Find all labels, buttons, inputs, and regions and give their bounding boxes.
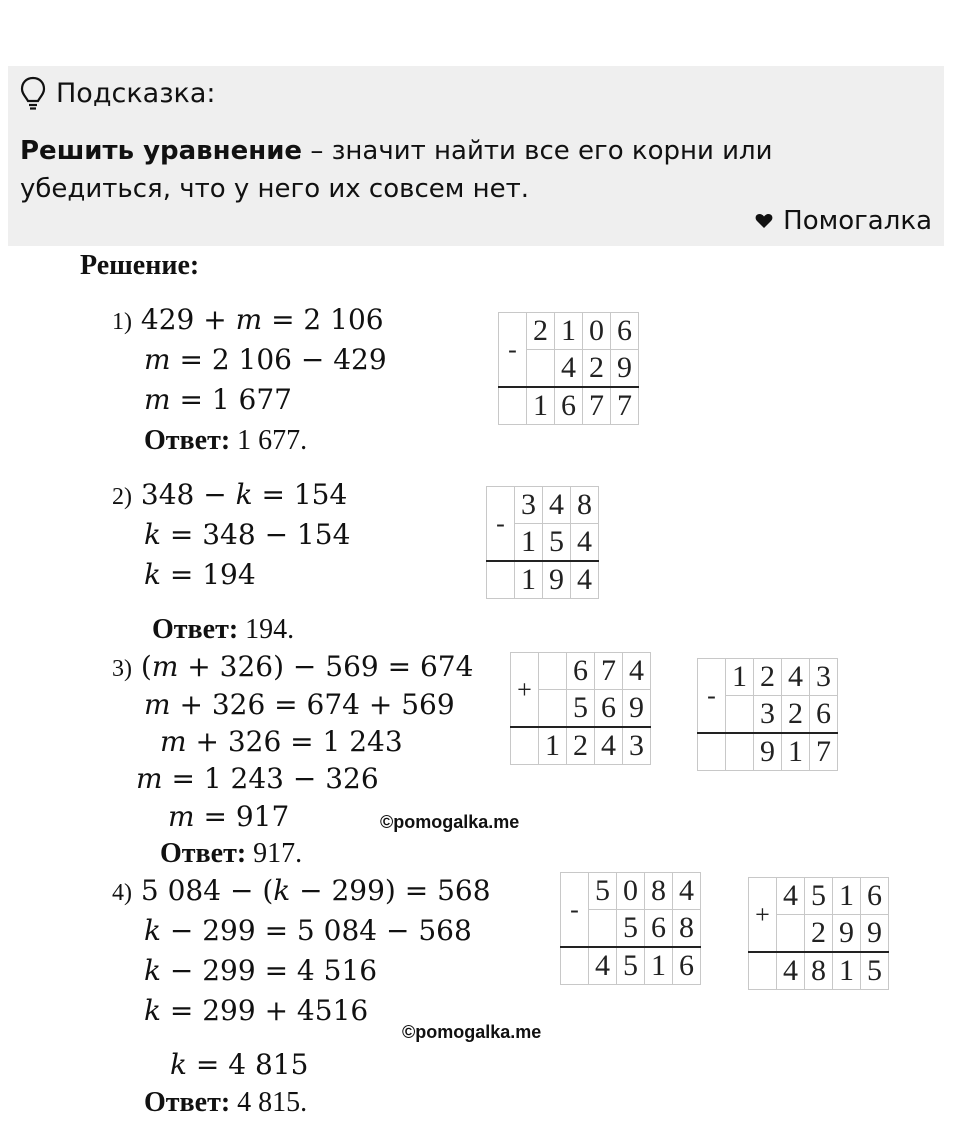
column-calculation [560, 872, 701, 985]
digit-cell: 1 [515, 561, 543, 599]
digit-cell: 6 [673, 947, 701, 985]
digit-cell: 1 [782, 733, 810, 771]
digit-cell [726, 696, 754, 734]
digit-cell: 2 [782, 696, 810, 734]
digit-cell: 2 [527, 313, 555, 350]
digit-cell: 1 [645, 947, 673, 985]
answer-line: Ответ: 917. [160, 838, 303, 869]
operator-sign: - [499, 313, 527, 388]
watermark: ©pomogalka.me [402, 1022, 542, 1042]
digit-cell [487, 561, 515, 599]
task-number: 1) [112, 309, 132, 335]
digit-cell [698, 733, 726, 771]
digit-cell: 7 [611, 387, 639, 425]
digit-cell: 1 [833, 952, 861, 990]
digit-cell: 9 [754, 733, 782, 771]
digit-cell: 8 [645, 873, 673, 910]
equation-line: 𝑘 = 194 [144, 558, 256, 591]
brand-link[interactable] [755, 206, 932, 236]
brand-label: Помогалка [783, 206, 932, 236]
digit-cell: 2 [567, 727, 595, 765]
digit-cell: 0 [583, 313, 611, 350]
digit-cell: 3 [754, 696, 782, 734]
operator-sign: - [698, 659, 726, 734]
operator-sign: + [749, 878, 777, 953]
digit-cell: 6 [611, 313, 639, 350]
digit-cell [561, 947, 589, 985]
hint-box [8, 66, 944, 246]
digit-cell: 4 [777, 878, 805, 915]
equation-line: 𝑘 − 299 = 5 084 − 568 [144, 914, 472, 947]
column-calculation [498, 312, 639, 425]
column-calculation [486, 486, 599, 599]
digit-cell: 9 [861, 915, 889, 953]
digit-cell [777, 915, 805, 953]
digit-cell: 4 [589, 947, 617, 985]
digit-cell: 5 [543, 524, 571, 562]
hint-title: Подсказка: [56, 77, 216, 109]
digit-cell: 5 [617, 910, 645, 948]
digit-cell: 9 [623, 690, 651, 728]
digit-cell: 5 [589, 873, 617, 910]
digit-cell: 7 [595, 653, 623, 690]
digit-cell: 9 [611, 350, 639, 388]
digit-cell [749, 952, 777, 990]
digit-cell: 8 [673, 910, 701, 948]
digit-cell: 3 [515, 487, 543, 524]
digit-cell [539, 690, 567, 728]
digit-cell [527, 350, 555, 388]
operator-sign: + [511, 653, 539, 728]
digit-cell [511, 727, 539, 765]
solution-title: Решение: [80, 250, 200, 281]
digit-cell: 4 [555, 350, 583, 388]
digit-cell: 1 [515, 524, 543, 562]
equation-line: 𝑘 = 299 + 4516 [144, 994, 369, 1027]
digit-cell: 8 [805, 952, 833, 990]
digit-cell: 4 [571, 561, 599, 599]
equation-line: 𝑘 = 4 815 [170, 1048, 309, 1081]
digit-cell: 3 [623, 727, 651, 765]
column-calculation [748, 877, 889, 990]
digit-cell: 3 [810, 659, 838, 696]
equation-line: 𝑘 = 348 − 154 [144, 518, 351, 551]
digit-cell [539, 653, 567, 690]
equation-line: 𝑘 − 299 = 4 516 [144, 954, 378, 987]
equation-line: 4) 5 084 − (𝑘 − 299) = 568 [112, 874, 491, 907]
lightbulb-icon [20, 76, 46, 110]
equation-line: 𝑚 + 326 = 1 243 [160, 725, 403, 758]
hint-text [20, 132, 930, 208]
hint-definition: – значит найти все его корни или убедиться, что у него их совсем нет. [20, 136, 773, 204]
digit-cell: 7 [810, 733, 838, 771]
equation-line: 𝑚 + 326 = 674 + 569 [144, 688, 455, 721]
digit-cell [589, 910, 617, 948]
watermark: ©pomogalka.me [380, 812, 520, 832]
operator-sign: - [487, 487, 515, 562]
digit-cell: 7 [583, 387, 611, 425]
digit-cell: 6 [595, 690, 623, 728]
column-calculation [510, 652, 651, 765]
digit-cell: 6 [555, 387, 583, 425]
digit-cell: 6 [861, 878, 889, 915]
digit-cell: 1 [726, 659, 754, 696]
digit-cell: 9 [833, 915, 861, 953]
digit-cell [499, 387, 527, 425]
task-number: 2) [112, 484, 132, 510]
equation-line: 2) 348 − 𝑘 = 154 [112, 478, 348, 511]
equation-line: 𝑚 = 1 243 − 326 [136, 762, 379, 795]
equation-line: 𝑚 = 2 106 − 429 [144, 343, 387, 376]
digit-cell: 5 [617, 947, 645, 985]
task-number: 3) [112, 656, 132, 682]
digit-cell: 4 [543, 487, 571, 524]
digit-cell: 4 [673, 873, 701, 910]
digit-cell: 6 [810, 696, 838, 734]
task-number: 4) [112, 880, 132, 906]
digit-cell [726, 733, 754, 771]
digit-cell: 8 [571, 487, 599, 524]
digit-cell: 6 [645, 910, 673, 948]
digit-cell: 1 [833, 878, 861, 915]
hint-header [20, 76, 216, 110]
digit-cell: 4 [595, 727, 623, 765]
equation-line: 3) (𝑚 + 326) − 569 = 674 [112, 650, 474, 683]
digit-cell: 2 [754, 659, 782, 696]
digit-cell: 5 [861, 952, 889, 990]
operator-sign: - [561, 873, 589, 948]
column-calculation [697, 658, 838, 771]
digit-cell: 4 [777, 952, 805, 990]
answer-line: Ответ: 4 815. [144, 1087, 308, 1118]
digit-cell: 9 [543, 561, 571, 599]
digit-cell: 6 [567, 653, 595, 690]
equation-line: 𝑚 = 917 [168, 800, 290, 833]
equation-line: 1) 429 + 𝑚 = 2 106 [112, 303, 384, 336]
heart-icon [755, 213, 773, 229]
equation-line: 𝑚 = 1 677 [144, 383, 292, 416]
digit-cell: 0 [617, 873, 645, 910]
digit-cell: 2 [805, 915, 833, 953]
digit-cell: 4 [571, 524, 599, 562]
digit-cell: 4 [782, 659, 810, 696]
digit-cell: 2 [583, 350, 611, 388]
digit-cell: 4 [623, 653, 651, 690]
digit-cell: 5 [805, 878, 833, 915]
answer-line: Ответ: 1 677. [144, 425, 308, 456]
digit-cell: 1 [555, 313, 583, 350]
digit-cell: 5 [567, 690, 595, 728]
answer-line: Ответ: 194. [152, 614, 295, 645]
hint-term: Решить уравнение [20, 136, 303, 166]
digit-cell: 1 [539, 727, 567, 765]
digit-cell: 1 [527, 387, 555, 425]
